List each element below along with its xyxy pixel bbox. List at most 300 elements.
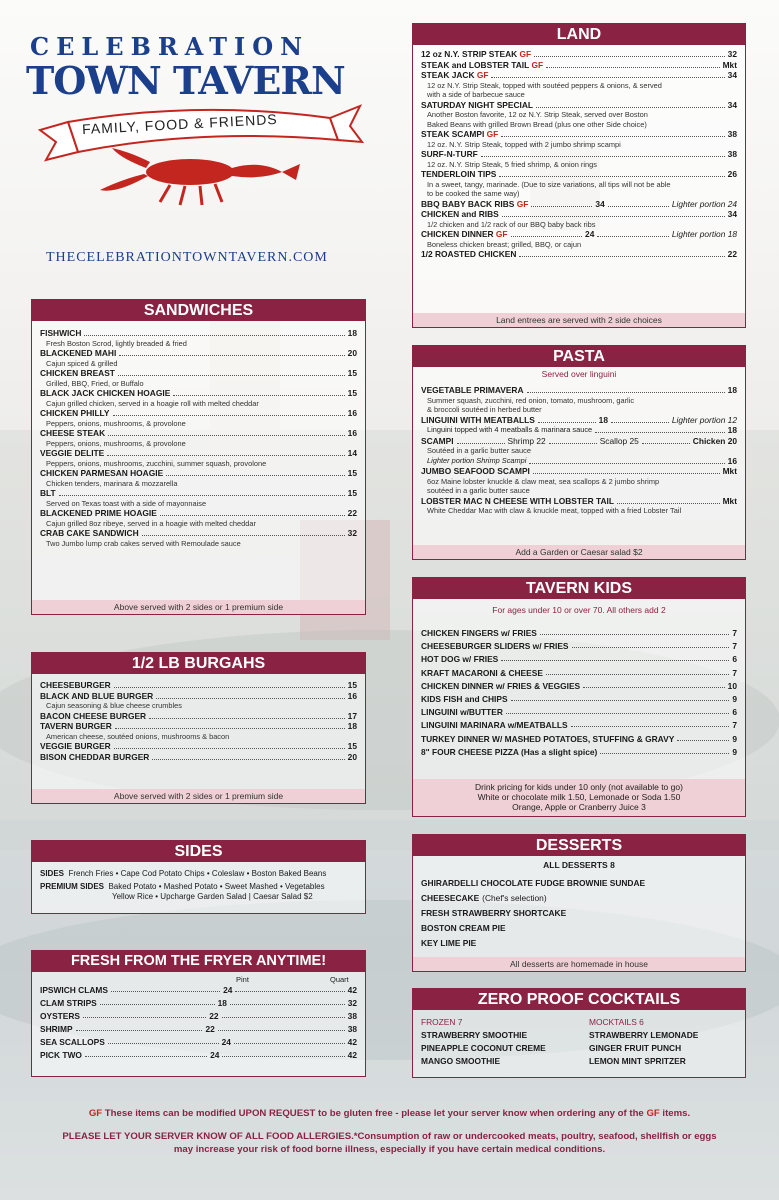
dot-leader	[156, 691, 344, 699]
menu-item-name: CHICKEN BREAST	[40, 368, 115, 378]
menu-item-price: 15	[347, 468, 357, 478]
dot-leader	[114, 680, 345, 688]
burger-item[interactable]	[40, 752, 357, 763]
menu-item-description: In a sweet, tangy, marinade. (Due to size variations, all tips will not be able	[427, 179, 671, 189]
kids-item[interactable]	[421, 719, 737, 732]
dot-leader	[113, 408, 345, 416]
menu-item-description: with a side of barbecue sauce	[427, 90, 525, 99]
scampi-option: Chicken 20	[692, 435, 738, 446]
dessert-name: BOSTON CREAM PIE	[421, 923, 506, 933]
dot-leader	[108, 1036, 219, 1044]
menu-item-price: 9	[732, 746, 737, 757]
quart-price: 42	[347, 985, 357, 995]
menu-item-name: CHICKEN and RIBS	[421, 209, 499, 219]
dot-leader	[583, 680, 725, 688]
gluten-free-note: GF These items can be modified UPON REQUEST to be gluten free - please let your server know when ordering any of the GF items.	[88, 1108, 691, 1119]
burgahs-footer: Above served with 2 sides or 1 premium side	[32, 789, 365, 803]
cocktail-item[interactable]: LEMON MINT SPRITZER	[589, 1056, 686, 1066]
cocktails-section	[412, 988, 746, 1078]
land-footer: Land entrees are served with 2 side choices	[413, 313, 745, 327]
dot-leader	[572, 640, 730, 648]
dot-leader	[222, 1010, 345, 1018]
menu-item-name: CRAB CAKE SANDWICH	[40, 528, 139, 538]
menu-item-description: Served on Texas toast with a side of mayonnaise	[46, 498, 207, 508]
dot-leader	[234, 1036, 345, 1044]
menu-item-name: Linguini topped with 4 meatballs & marinara sauce	[427, 425, 593, 434]
burgahs-title: 1/2 LB BURGAHS	[32, 653, 365, 674]
kids-drink-note: Drink pricing for kids under 10 only (not available to go)	[475, 782, 683, 792]
menu-item-price: 32	[727, 49, 737, 59]
dot-leader	[536, 100, 725, 108]
dot-leader	[549, 436, 597, 444]
menu-item-price: 9	[732, 733, 737, 744]
menu-item-name: CHICKEN PARMESAN HOAGIE	[40, 468, 164, 478]
dot-leader	[546, 667, 729, 675]
menu-item-name: VEGETABLE PRIMAVERA	[421, 385, 524, 395]
land-item[interactable]	[421, 100, 737, 111]
dessert-item[interactable]	[421, 906, 737, 921]
menu-item-name: TAVERN BURGER	[40, 721, 112, 731]
menu-item-name: CHICKEN DINNER GF	[421, 229, 508, 239]
dot-leader	[83, 1010, 206, 1018]
dot-leader	[595, 425, 725, 433]
lighter-portion: Lighter portion 24	[671, 198, 738, 209]
menu-item-name: HOT DOG w/ FRIES	[421, 654, 499, 665]
menu-item-description: Boneless chicken breast; grilled, BBQ, or cajun	[427, 239, 582, 249]
menu-item-price: 14	[347, 448, 357, 458]
pasta-item[interactable]	[421, 385, 737, 396]
menu-item-price: 18	[598, 414, 608, 425]
lighter-portion: Lighter portion 18	[671, 229, 738, 239]
menu-item-price: 34	[727, 70, 737, 80]
fryer-item-name: SEA SCALLOPS	[40, 1037, 105, 1047]
menu-item-price: 22	[347, 508, 357, 518]
kids-item[interactable]	[421, 640, 737, 653]
dot-leader	[529, 456, 724, 464]
kids-item[interactable]	[421, 693, 737, 706]
menu-item-price: 7	[732, 641, 737, 652]
menu-item-description: & broccoli soutéed in herbed butter	[427, 405, 542, 414]
dessert-name: FRESH STRAWBERRY SHORTCAKE	[421, 908, 567, 918]
gluten-free-badge: GF	[516, 198, 529, 209]
fryer-item[interactable]	[40, 997, 357, 1010]
land-item[interactable]	[421, 209, 737, 220]
dot-leader	[538, 415, 596, 423]
dot-leader	[119, 348, 344, 356]
menu-item-price: 16	[347, 690, 357, 701]
land-item[interactable]	[421, 129, 737, 140]
menu-item-name: LINGUINI MARINARA w/MEATBALLS	[421, 720, 568, 731]
menu-item-price: 20	[347, 751, 357, 762]
sandwich-item[interactable]	[40, 508, 357, 519]
menu-item-description: Summer squash, zucchini, red onion, tomato, mushroom, garlic	[427, 395, 635, 405]
menu-item-description: Peppers, onions, mushrooms, & provolone	[46, 438, 186, 448]
menu-item-price: Mkt	[722, 59, 737, 70]
menu-item-name: BBQ BABY BACK RIBS GF	[421, 198, 529, 209]
menu-item-price: 18	[727, 425, 737, 435]
pint-price: 24	[210, 1050, 220, 1060]
pint-price: 18	[217, 998, 227, 1008]
sandwich-item[interactable]	[40, 388, 357, 399]
land-item[interactable]	[421, 149, 737, 160]
burger-item[interactable]	[40, 721, 357, 732]
menu-item-price: Mkt	[722, 466, 737, 476]
dot-leader	[76, 1023, 203, 1031]
menu-item-price: 16	[347, 408, 357, 418]
menu-item-description: Peppers, onions, mushrooms, & provolone	[46, 418, 186, 428]
land-item[interactable]	[421, 229, 737, 240]
menu-item-price: 15	[347, 388, 357, 398]
quart-price: 38	[347, 1011, 357, 1021]
cocktail-item[interactable]: GINGER FRUIT PUNCH	[589, 1043, 682, 1053]
menu-item-price: 34	[595, 198, 605, 209]
dot-leader	[531, 199, 592, 207]
tagline: FAMILY, FOOD & FRIENDS	[81, 110, 279, 138]
dot-leader	[160, 508, 345, 516]
dot-leader	[107, 448, 344, 456]
menu-item-price: 15	[347, 741, 357, 751]
sandwich-item[interactable]	[40, 408, 357, 419]
dot-leader	[114, 741, 345, 749]
kids-item[interactable]	[421, 680, 737, 693]
dot-leader	[600, 746, 729, 754]
quart-price: 38	[347, 1024, 358, 1034]
quart-price: 42	[347, 1050, 357, 1060]
cocktail-item[interactable]: MANGO SMOOTHIE	[421, 1056, 501, 1066]
premium-sides: PREMIUM SIDES Baked Potato • Mashed Potato • Sweet Mashed • Vegetables	[40, 882, 325, 891]
kids-item[interactable]	[421, 706, 737, 719]
menu-item-name: BLACKENED MAHI	[40, 348, 117, 358]
mocktail-list	[589, 1029, 698, 1068]
dot-leader	[527, 385, 725, 393]
dot-leader	[166, 468, 345, 476]
dessert-name: GHIRARDELLI CHOCOLATE FUDGE BROWNIE SUNDAE	[421, 878, 646, 888]
sandwich-list	[32, 321, 365, 548]
menu-item-price: 24	[585, 229, 595, 239]
menu-item-price: 32	[347, 528, 357, 538]
menu-item-description: Chicken tenders, marinara & mozzarella	[46, 478, 178, 488]
allergy-note: PLEASE LET YOUR SERVER KNOW OF ALL FOOD ALLERGIES.*Consumption of raw or undercooked meats, poultry, seafood, shellfish or eggs may increase your risk of food borne illness, especially if you have certain medical conditions.	[62, 1131, 717, 1155]
dot-leader	[506, 706, 729, 714]
sandwiches-section	[31, 299, 366, 615]
land-list	[413, 45, 745, 260]
menu-item-price: 15	[347, 680, 357, 690]
dot-leader	[597, 229, 668, 237]
dot-leader	[501, 653, 729, 661]
pasta-item[interactable]	[421, 425, 737, 436]
desserts-section	[412, 834, 746, 972]
dot-leader	[617, 496, 720, 504]
menu-item-price: 7	[732, 720, 737, 731]
menu-item-price: 20	[347, 348, 357, 358]
menu-item-description: White Cheddar Mac with claw & knuckle meat, topped with a fried Lobster Tail	[427, 506, 682, 515]
menu-item-price: 16	[347, 428, 357, 438]
dot-leader	[677, 733, 729, 741]
menu-item-name: CHEESEBURGER SLIDERS w/ FRIES	[421, 641, 569, 652]
pint-price: 22	[205, 1024, 215, 1034]
dot-leader	[152, 752, 344, 760]
menu-item-name: LINGUINI WITH MEATBALLS	[421, 414, 535, 425]
dessert-item[interactable]	[421, 936, 737, 951]
menu-item-description: Peppers, onions, mushrooms, zucchini, summer squash, provolone	[46, 458, 267, 468]
dot-leader	[118, 368, 345, 376]
menu-item-price: 15	[347, 368, 357, 378]
menu-item-name: 1/2 ROASTED CHICKEN	[421, 249, 517, 259]
dot-leader	[235, 984, 344, 992]
menu-item-name: SCAMPI	[421, 435, 454, 446]
pasta-section	[412, 345, 746, 560]
dessert-list	[413, 874, 745, 951]
pasta-list	[413, 381, 745, 516]
kids-subtitle: For ages under 10 or over 70. All others add 2	[492, 605, 666, 615]
menu-item-name: KRAFT MACARONI & CHEESE	[421, 667, 543, 678]
menu-item-description: Cajun grilled chicken, served in a hoagie roll with melted cheddar	[46, 398, 259, 408]
kids-drink-juice: Orange, Apple or Cranberry Juice 3	[512, 802, 646, 812]
cocktails-title: ZERO PROOF COCKTAILS	[413, 989, 745, 1010]
dot-leader	[115, 721, 345, 729]
desserts-title: DESSERTS	[413, 835, 745, 856]
gluten-free-badge: GF	[486, 129, 499, 139]
pint-header: Pint	[236, 975, 249, 984]
menu-item-name: VEGGIE BURGER	[40, 741, 111, 751]
dot-leader	[611, 415, 669, 423]
sandwiches-title: SANDWICHES	[32, 300, 365, 321]
dessert-item[interactable]	[421, 921, 737, 936]
kids-title: TAVERN KIDS	[413, 578, 745, 599]
dot-leader	[100, 997, 215, 1005]
dot-leader	[511, 229, 582, 237]
sandwich-item[interactable]	[40, 488, 357, 499]
menu-item-price: 7	[732, 628, 737, 638]
menu-item-name: BLACK AND BLUE BURGER	[40, 690, 154, 701]
fryer-item-name: SHRIMP	[40, 1024, 73, 1034]
menu-item-price: Mkt	[722, 495, 737, 506]
fryer-item[interactable]	[40, 1049, 357, 1062]
menu-item-description: 12 oz N.Y. Strip Steak, topped with soutéed peppers & onions, & served	[427, 80, 662, 90]
menu-item-name: 8" FOUR CHEESE PIZZA (Has a slight spice)	[421, 746, 598, 757]
pasta-item[interactable]	[421, 436, 737, 447]
cocktail-item[interactable]: STRAWBERRY SMOOTHIE	[421, 1030, 528, 1040]
pasta-item[interactable]	[421, 466, 737, 477]
pasta-item[interactable]	[421, 456, 737, 467]
pasta-item[interactable]	[421, 496, 737, 507]
dot-leader	[85, 1049, 207, 1057]
menu-item-name: CHICKEN PHILLY	[40, 408, 110, 418]
fryer-item-name: IPSWICH CLAMS	[40, 985, 108, 995]
dessert-name: CHEESECAKE	[421, 893, 480, 903]
menu-item-price: 17	[347, 710, 357, 721]
cocktail-item[interactable]: STRAWBERRY LEMONADE	[589, 1030, 699, 1040]
sandwich-item[interactable]	[40, 468, 357, 479]
menu-item-price: 7	[732, 667, 737, 678]
brand-line2: TOWN TAVERN	[26, 58, 345, 103]
menu-item-description: American cheese, soutéed onions, mushrooms & bacon	[46, 731, 230, 741]
burgahs-section	[31, 652, 366, 804]
land-item[interactable]	[421, 199, 737, 210]
fryer-title: FRESH FROM THE FRYER ANYTIME!	[32, 951, 365, 972]
dot-leader	[608, 199, 669, 207]
desserts-subtitle: ALL DESSERTS 8	[543, 860, 615, 870]
menu-item-name: VEGGIE DELITE	[40, 448, 105, 458]
kids-item[interactable]	[421, 733, 737, 746]
pint-price: 24	[221, 1037, 231, 1047]
menu-item-price: 16	[727, 455, 737, 466]
dot-leader	[501, 129, 724, 137]
menu-item-price: 18	[727, 385, 737, 395]
burger-item[interactable]	[40, 741, 357, 752]
menu-item-name: 12 oz N.Y. STRIP STEAK GF	[421, 49, 532, 59]
menu-item-name: STEAK SCAMPI GF	[421, 129, 499, 139]
menu-item-description: Baked Beans with grilled Brown Bread (plus one other Side choice)	[427, 119, 647, 129]
land-item[interactable]	[421, 70, 737, 81]
menu-item-price: 26	[727, 169, 737, 179]
dessert-item[interactable]	[421, 876, 737, 891]
menu-item-name: TENDERLOIN TIPS	[421, 169, 497, 179]
burgah-list	[32, 674, 365, 762]
dot-leader	[511, 693, 730, 701]
dot-leader	[540, 627, 729, 635]
dessert-item[interactable]	[421, 891, 737, 906]
frozen-list	[421, 1029, 589, 1068]
menu-item-name: TURKEY DINNER W/ MASHED POTATOES, STUFFING & GRAVY	[421, 733, 675, 744]
dot-leader	[533, 466, 720, 474]
burger-item[interactable]	[40, 680, 357, 691]
scampi-option: Shrimp 22	[507, 435, 546, 446]
land-item[interactable]	[421, 60, 737, 71]
menu-item-description: soutéed in a garlic butter sauce	[427, 486, 530, 495]
menu-item-description: Fresh Boston Scrod, lightly breaded & fried	[46, 338, 187, 348]
pasta-footer: Add a Garden or Caesar salad $2	[413, 545, 745, 559]
dot-leader	[222, 1049, 344, 1057]
menu-item-description: Cajun grilled 8oz ribeye, served in a hoagie with melted cheddar	[46, 518, 256, 528]
menu-item-description: Two Jumbo lump crab cakes served with Remoulade sauce	[46, 538, 241, 548]
menu-item-name: STEAK and LOBSTER TAIL GF	[421, 59, 544, 70]
sandwich-item[interactable]	[40, 528, 357, 539]
fryer-item-name: PICK TWO	[40, 1050, 82, 1060]
menu-item-name: CHEESEBURGER	[40, 680, 111, 690]
frozen-label: FROZEN 7	[421, 1017, 463, 1027]
menu-item-price: 18	[347, 328, 357, 338]
kids-item[interactable]	[421, 746, 737, 759]
menu-item-name: JUMBO SEAFOOD SCAMPI	[421, 466, 530, 476]
sandwich-item[interactable]	[40, 448, 357, 459]
pasta-item[interactable]	[421, 415, 737, 426]
pasta-title: PASTA	[413, 346, 745, 367]
land-item[interactable]	[421, 249, 737, 260]
menu-item-name: CHICKEN FINGERS w/ FRIES	[421, 628, 537, 638]
dot-leader	[142, 528, 345, 536]
kids-section	[412, 577, 746, 817]
burger-item[interactable]	[40, 691, 357, 702]
menu-item-price: 22	[727, 249, 737, 259]
menu-item-description: Cajun spiced & grilled	[46, 358, 118, 368]
menu-item-name: STEAK JACK GF	[421, 70, 489, 80]
fryer-item[interactable]	[40, 1010, 357, 1023]
dot-leader	[111, 984, 220, 992]
quart-header: Quart	[330, 975, 349, 984]
pasta-subtitle: Served over linguini	[541, 369, 617, 379]
menu-item-name: LOBSTER MAC N CHEESE WITH LOBSTER TAIL	[421, 495, 614, 506]
land-item[interactable]	[421, 169, 737, 180]
menu-item-description: 12 oz. N.Y. Strip Steak, topped with 2 jumbo shrimp scampi	[427, 139, 621, 149]
dot-leader	[481, 149, 725, 157]
kids-list	[413, 621, 745, 759]
dot-leader	[457, 436, 505, 444]
cocktail-item[interactable]: PINEAPPLE COCONUT CREME	[421, 1043, 546, 1053]
menu-item-name: CHICKEN DINNER w/ FRIES & VEGGIES	[421, 680, 581, 691]
menu-item-description: Soutéed in a garlic butter sauce	[427, 446, 531, 455]
dessert-name: KEY LIME PIE	[421, 938, 477, 948]
land-title: LAND	[413, 24, 745, 45]
sandwich-item[interactable]	[40, 428, 357, 439]
dot-leader	[173, 388, 344, 396]
menu-item-description: Another Boston favorite, 12 oz N.Y. Strip Steak, served over Boston	[427, 110, 648, 119]
gluten-free-badge: GF	[531, 59, 544, 70]
dot-leader	[499, 169, 724, 177]
menu-item-price: 6	[732, 654, 737, 665]
dot-leader	[230, 997, 345, 1005]
dot-leader	[502, 209, 725, 217]
kids-item[interactable]	[421, 653, 737, 666]
dot-leader	[59, 488, 345, 496]
quart-price: 32	[347, 998, 358, 1008]
kids-item[interactable]	[421, 627, 737, 640]
website-url[interactable]: THECELEBRATIONTOWNTAVERN.COM	[46, 250, 328, 265]
sandwich-item[interactable]	[40, 348, 357, 359]
sandwich-item[interactable]	[40, 328, 357, 339]
sandwiches-footer: Above served with 2 sides or 1 premium side	[32, 600, 365, 614]
menu-item-name: Lighter portion Shrimp Scampi	[427, 455, 527, 465]
gluten-free-badge: GF	[519, 49, 532, 59]
land-section	[412, 23, 746, 328]
menu-item-description: 12 oz. N.Y. Strip Steak, 5 fried shrimp, & onion rings	[427, 159, 597, 169]
menu-item-description: to be cooked the same way)	[427, 189, 520, 198]
fryer-item[interactable]	[40, 1023, 357, 1036]
dot-leader	[218, 1023, 345, 1031]
premium-sides-line2: Yellow Rice • Upcharge Garden Salad | Caesar Salad $2	[112, 892, 313, 901]
menu-item-name: BLT	[40, 488, 56, 498]
pint-price: 24	[223, 985, 233, 995]
pint-price: 22	[209, 1011, 219, 1021]
quart-price: 42	[347, 1037, 357, 1047]
brand-line1: CELEBRATION	[30, 32, 310, 61]
menu-item-name: SATURDAY NIGHT SPECIAL	[421, 99, 533, 110]
dot-leader	[108, 428, 345, 436]
menu-item-name: BACON CHEESE BURGER	[40, 710, 147, 721]
dot-leader	[519, 249, 724, 257]
sandwich-item[interactable]	[40, 368, 357, 379]
menu-item-price: 15	[347, 488, 357, 498]
menu-item-price: 38	[727, 129, 737, 139]
kids-item[interactable]	[421, 667, 737, 680]
menu-item-name: FISHWICH	[40, 328, 82, 338]
dot-leader	[149, 711, 345, 719]
gluten-free-badge: GF	[476, 70, 489, 80]
burger-item[interactable]	[40, 711, 357, 722]
menu-item-price: 18	[347, 721, 357, 731]
fryer-item[interactable]	[40, 1036, 357, 1049]
fryer-item[interactable]	[40, 984, 357, 997]
desserts-footer: All desserts are homemade in house	[413, 957, 745, 971]
menu-item-description: Grilled, BBQ, Fried, or Buffalo	[46, 378, 144, 388]
menu-item-price: 34	[727, 209, 737, 219]
dot-leader	[84, 328, 344, 336]
dot-leader	[534, 49, 725, 57]
menu-item-name: CHEESE STEAK	[40, 428, 106, 438]
land-item[interactable]	[421, 49, 737, 60]
kids-drink-milk: White or chocolate milk 1.50, Lemonade or Soda 1.50	[477, 792, 681, 802]
menu-item-description: Cajun seasoning & blue cheese crumbles	[46, 701, 182, 710]
